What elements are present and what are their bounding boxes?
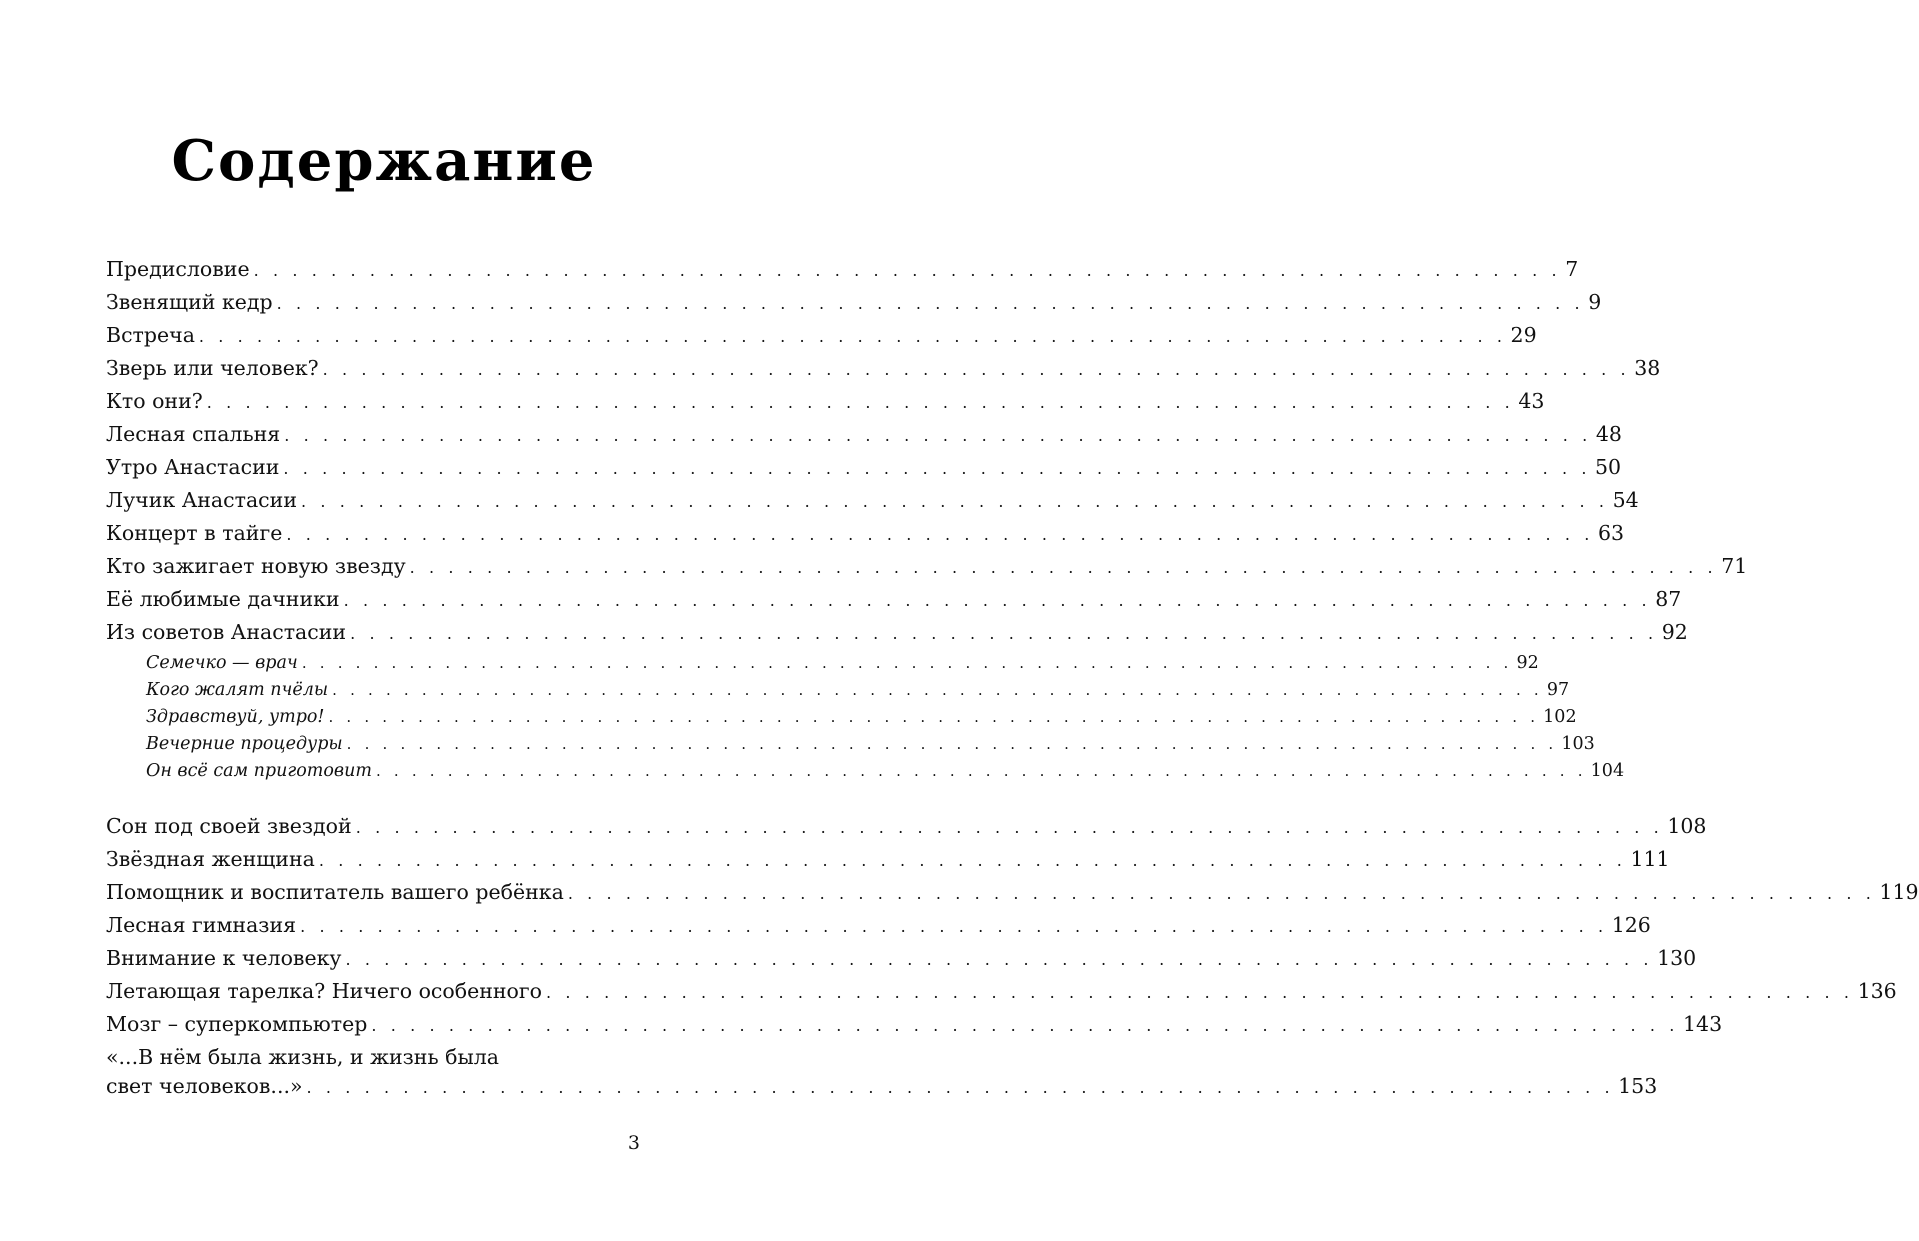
leader-dots: . . . . . . . . . . . . . . . . . . . . . . . . . . . . . . . . . . . . . . . . . . . . . . . . . . . . . . . . . . . . . . . . . . . . — [284, 426, 1592, 445]
toc-entry-label: Летающая тарелка? Ничего особенного — [106, 979, 542, 1003]
leader-dots: . . . . . . . . . . . . . . . . . . . . . . . . . . . . . . . . . . . . . . . . . . . . . . . . . . . . . . . . . . . . . . . . . . . . — [276, 294, 1585, 313]
toc-entry-label: Кто зажигает новую звезду — [106, 554, 406, 578]
toc-entry — [106, 879, 1919, 907]
toc-subentry-page: 97 — [1546, 680, 1570, 700]
toc-entry — [106, 520, 1625, 548]
leader-dots: . . . . . . . . . . . . . . . . . . . . . . . . . . . . . . . . . . . . . . . . . . . . . . . . . . . . . . . . . . . . . . . . . . . . — [301, 654, 1513, 672]
toc-entry-label: Звёздная женщина — [106, 847, 315, 871]
toc-subentry-label: Здравствуй, утро! — [146, 707, 325, 727]
toc-entry-label: Утро Анастасии — [106, 455, 280, 479]
toc-entry — [106, 978, 1897, 1006]
leader-dots: . . . . . . . . . . . . . . . . . . . . . . . . . . . . . . . . . . . . . . . . . . . . . . . . . . . . . . . . . . . . . . . . . . . . — [343, 591, 1652, 610]
leader-dots: . . . . . . . . . . . . . . . . . . . . . . . . . . . . . . . . . . . . . . . . . . . . . . . . . . . . . . . . . . . . . . . . . . . . — [206, 393, 1515, 412]
toc-entry — [106, 355, 1661, 383]
toc-entry — [106, 1073, 1658, 1101]
leader-dots: . . . . . . . . . . . . . . . . . . . . . . . . . . . . . . . . . . . . . . . . . . . . . . . . . . . . . . . . . . . . . . . . . . . . — [306, 1078, 1615, 1097]
toc-subentry — [146, 679, 1570, 701]
toc-subentry-page: 104 — [1590, 761, 1625, 781]
toc-entry-page: 92 — [1661, 620, 1688, 644]
toc-entry-page: 71 — [1721, 554, 1748, 578]
leader-dots: . . . . . . . . . . . . . . . . . . . . . . . . . . . . . . . . . . . . . . . . . . . . . . . . . . . . . . . . . . . . . . . . . . . . — [567, 884, 1876, 903]
toc-entry-label: Лесная спальня — [106, 422, 281, 446]
toc-entry — [106, 487, 1639, 515]
toc-entry-page: 111 — [1630, 847, 1670, 871]
toc-entry-label: Лучик Анастасии — [106, 488, 297, 512]
toc-entry-label: Из советов Анастасии — [106, 620, 347, 644]
toc-subentry-label: Вечерние процедуры — [146, 734, 343, 754]
toc-subentry — [146, 733, 1595, 755]
leader-dots: . . . . . . . . . . . . . . . . . . . . . . . . . . . . . . . . . . . . . . . . . . . . . . . . . . . . . . . . . . . . . . . . . . . . — [322, 360, 1631, 379]
toc-entry-page: 130 — [1657, 946, 1697, 970]
toc-entry-page: 153 — [1618, 1074, 1658, 1098]
toc-subentry-page: 92 — [1516, 653, 1539, 673]
toc-subentry-label: Он всё сам приготовит — [146, 761, 372, 781]
toc-entry-label: Звенящий кедр — [106, 290, 273, 314]
toc-entry-label: Концерт в тайге — [106, 521, 283, 545]
toc-entry — [106, 388, 1545, 416]
toc-entry-label: Встреча — [106, 323, 195, 347]
toc-entry-page: 143 — [1682, 1012, 1723, 1036]
leader-dots: . . . . . . . . . . . . . . . . . . . . . . . . . . . . . . . . . . . . . . . . . . . . . . . . . . . . . . . . . . . . . . . . . . . . — [253, 261, 1562, 280]
leader-dots: . . . . . . . . . . . . . . . . . . . . . . . . . . . . . . . . . . . . . . . . . . . . . . . . . . . . . . . . . . . . . . . . . . . . — [198, 327, 1507, 346]
toc-entry-page: 38 — [1634, 356, 1661, 380]
toc-subentry — [146, 652, 1539, 674]
leader-dots: . . . . . . . . . . . . . . . . . . . . . . . . . . . . . . . . . . . . . . . . . . . . . . . . . . . . . . . . . . . . . . . . . . . . — [355, 818, 1664, 837]
toc-entry-page: 43 — [1518, 389, 1545, 413]
leader-dots: . . . . . . . . . . . . . . . . . . . . . . . . . . . . . . . . . . . . . . . . . . . . . . . . . . . . . . . . . . . . . . . . . . . . — [300, 917, 1608, 936]
leader-dots: . . . . . . . . . . . . . . . . . . . . . . . . . . . . . . . . . . . . . . . . . . . . . . . . . . . . . . . . . . . . . . . . . . . . — [350, 624, 1658, 643]
toc-subentry-page: 103 — [1561, 734, 1595, 754]
leader-dots: . . . . . . . . . . . . . . . . . . . . . . . . . . . . . . . . . . . . . . . . . . . . . . . . . . . . . . . . . . . . . . . . . . . . — [375, 762, 1587, 780]
toc-entry-label: Кто они? — [106, 389, 203, 413]
toc-entry-page: 29 — [1510, 323, 1537, 347]
toc-subentry — [146, 760, 1625, 782]
leader-dots: . . . . . . . . . . . . . . . . . . . . . . . . . . . . . . . . . . . . . . . . . . . . . . . . . . . . . . . . . . . . . . . . . . . . — [318, 851, 1627, 870]
toc-entry — [106, 813, 1707, 841]
toc-entry-label: Внимание к человеку — [106, 946, 342, 970]
leader-dots: . . . . . . . . . . . . . . . . . . . . . . . . . . . . . . . . . . . . . . . . . . . . . . . . . . . . . . . . . . . . . . . . . . . . — [409, 558, 1718, 577]
toc-entry — [106, 289, 1602, 317]
toc-entry-label: Помощник и воспитатель вашего ребёнка — [106, 880, 564, 904]
toc-entry — [106, 846, 1670, 874]
toc-entry-page: 9 — [1588, 290, 1602, 314]
leader-dots: . . . . . . . . . . . . . . . . . . . . . . . . . . . . . . . . . . . . . . . . . . . . . . . . . . . . . . . . . . . . . . . . . . . . — [345, 950, 1654, 969]
leader-dots: . . . . . . . . . . . . . . . . . . . . . . . . . . . . . . . . . . . . . . . . . . . . . . . . . . . . . . . . . . . . . . . . . . . . — [332, 681, 1543, 699]
toc-entry — [106, 945, 1697, 973]
toc-entry — [106, 1011, 1723, 1039]
page-number: 3 — [627, 1132, 640, 1154]
toc-entry — [106, 912, 1651, 940]
leader-dots: . . . . . . . . . . . . . . . . . . . . . . . . . . . . . . . . . . . . . . . . . . . . . . . . . . . . . . . . . . . . . . . . . . . . — [300, 492, 1609, 511]
toc-subentry-page: 102 — [1543, 707, 1577, 727]
toc-entry-page: 126 — [1611, 913, 1651, 937]
toc-entry — [106, 421, 1622, 449]
leader-dots: . . . . . . . . . . . . . . . . . . . . . . . . . . . . . . . . . . . . . . . . . . . . . . . . . . . . . . . . . . . . . . . . . . . . — [371, 1016, 1679, 1035]
toc-entry-page: 48 — [1595, 422, 1622, 446]
toc-entry — [106, 322, 1537, 350]
toc-entry-page: 87 — [1655, 587, 1682, 611]
toc-entry-label: Сон под своей звездой — [106, 814, 352, 838]
toc-entry-page: 63 — [1597, 521, 1625, 545]
toc-entry-line1: «...В нём была жизнь, и жизнь была — [106, 1045, 500, 1069]
toc-entry-label: Мозг – суперкомпьютер — [106, 1012, 368, 1036]
toc-entry-page: 108 — [1667, 814, 1707, 838]
toc-entry — [106, 586, 1682, 614]
toc-entry — [106, 553, 1748, 581]
toc-entry-page: 7 — [1565, 257, 1579, 281]
toc-entry-page: 54 — [1612, 488, 1639, 512]
toc-entry-label: Предисловие — [106, 257, 250, 281]
toc-entry — [106, 619, 1688, 647]
leader-dots: . . . . . . . . . . . . . . . . . . . . . . . . . . . . . . . . . . . . . . . . . . . . . . . . . . . . . . . . . . . . . . . . . . . . — [328, 708, 1540, 726]
leader-dots: . . . . . . . . . . . . . . . . . . . . . . . . . . . . . . . . . . . . . . . . . . . . . . . . . . . . . . . . . . . . . . . . . . . . — [346, 735, 1558, 753]
toc-entry-label: Лесная гимназия — [106, 913, 297, 937]
toc-entry-label: Её любимые дачники — [106, 587, 340, 611]
toc-entry-page: 50 — [1595, 455, 1622, 479]
toc-subentry-label: Семечко — врач — [146, 653, 298, 673]
toc-entry — [106, 454, 1622, 482]
page-title: Содержание — [171, 128, 597, 194]
toc-entry-page: 119 — [1879, 880, 1919, 904]
toc-entry-page: 136 — [1857, 979, 1897, 1003]
toc-subentry-label: Кого жалят пчёлы — [146, 680, 329, 700]
leader-dots: . . . . . . . . . . . . . . . . . . . . . . . . . . . . . . . . . . . . . . . . . . . . . . . . . . . . . . . . . . . . . . . . . . . . — [545, 983, 1854, 1002]
toc-entry-label: свет человеков...» — [106, 1074, 303, 1098]
toc-entry-label: Зверь или человек? — [106, 356, 319, 380]
toc-subentry — [146, 706, 1577, 728]
leader-dots: . . . . . . . . . . . . . . . . . . . . . . . . . . . . . . . . . . . . . . . . . . . . . . . . . . . . . . . . . . . . . . . . . . . . — [283, 459, 1592, 478]
toc-entry — [106, 256, 1579, 284]
leader-dots: . . . . . . . . . . . . . . . . . . . . . . . . . . . . . . . . . . . . . . . . . . . . . . . . . . . . . . . . . . . . . . . . . . . . — [286, 525, 1594, 544]
